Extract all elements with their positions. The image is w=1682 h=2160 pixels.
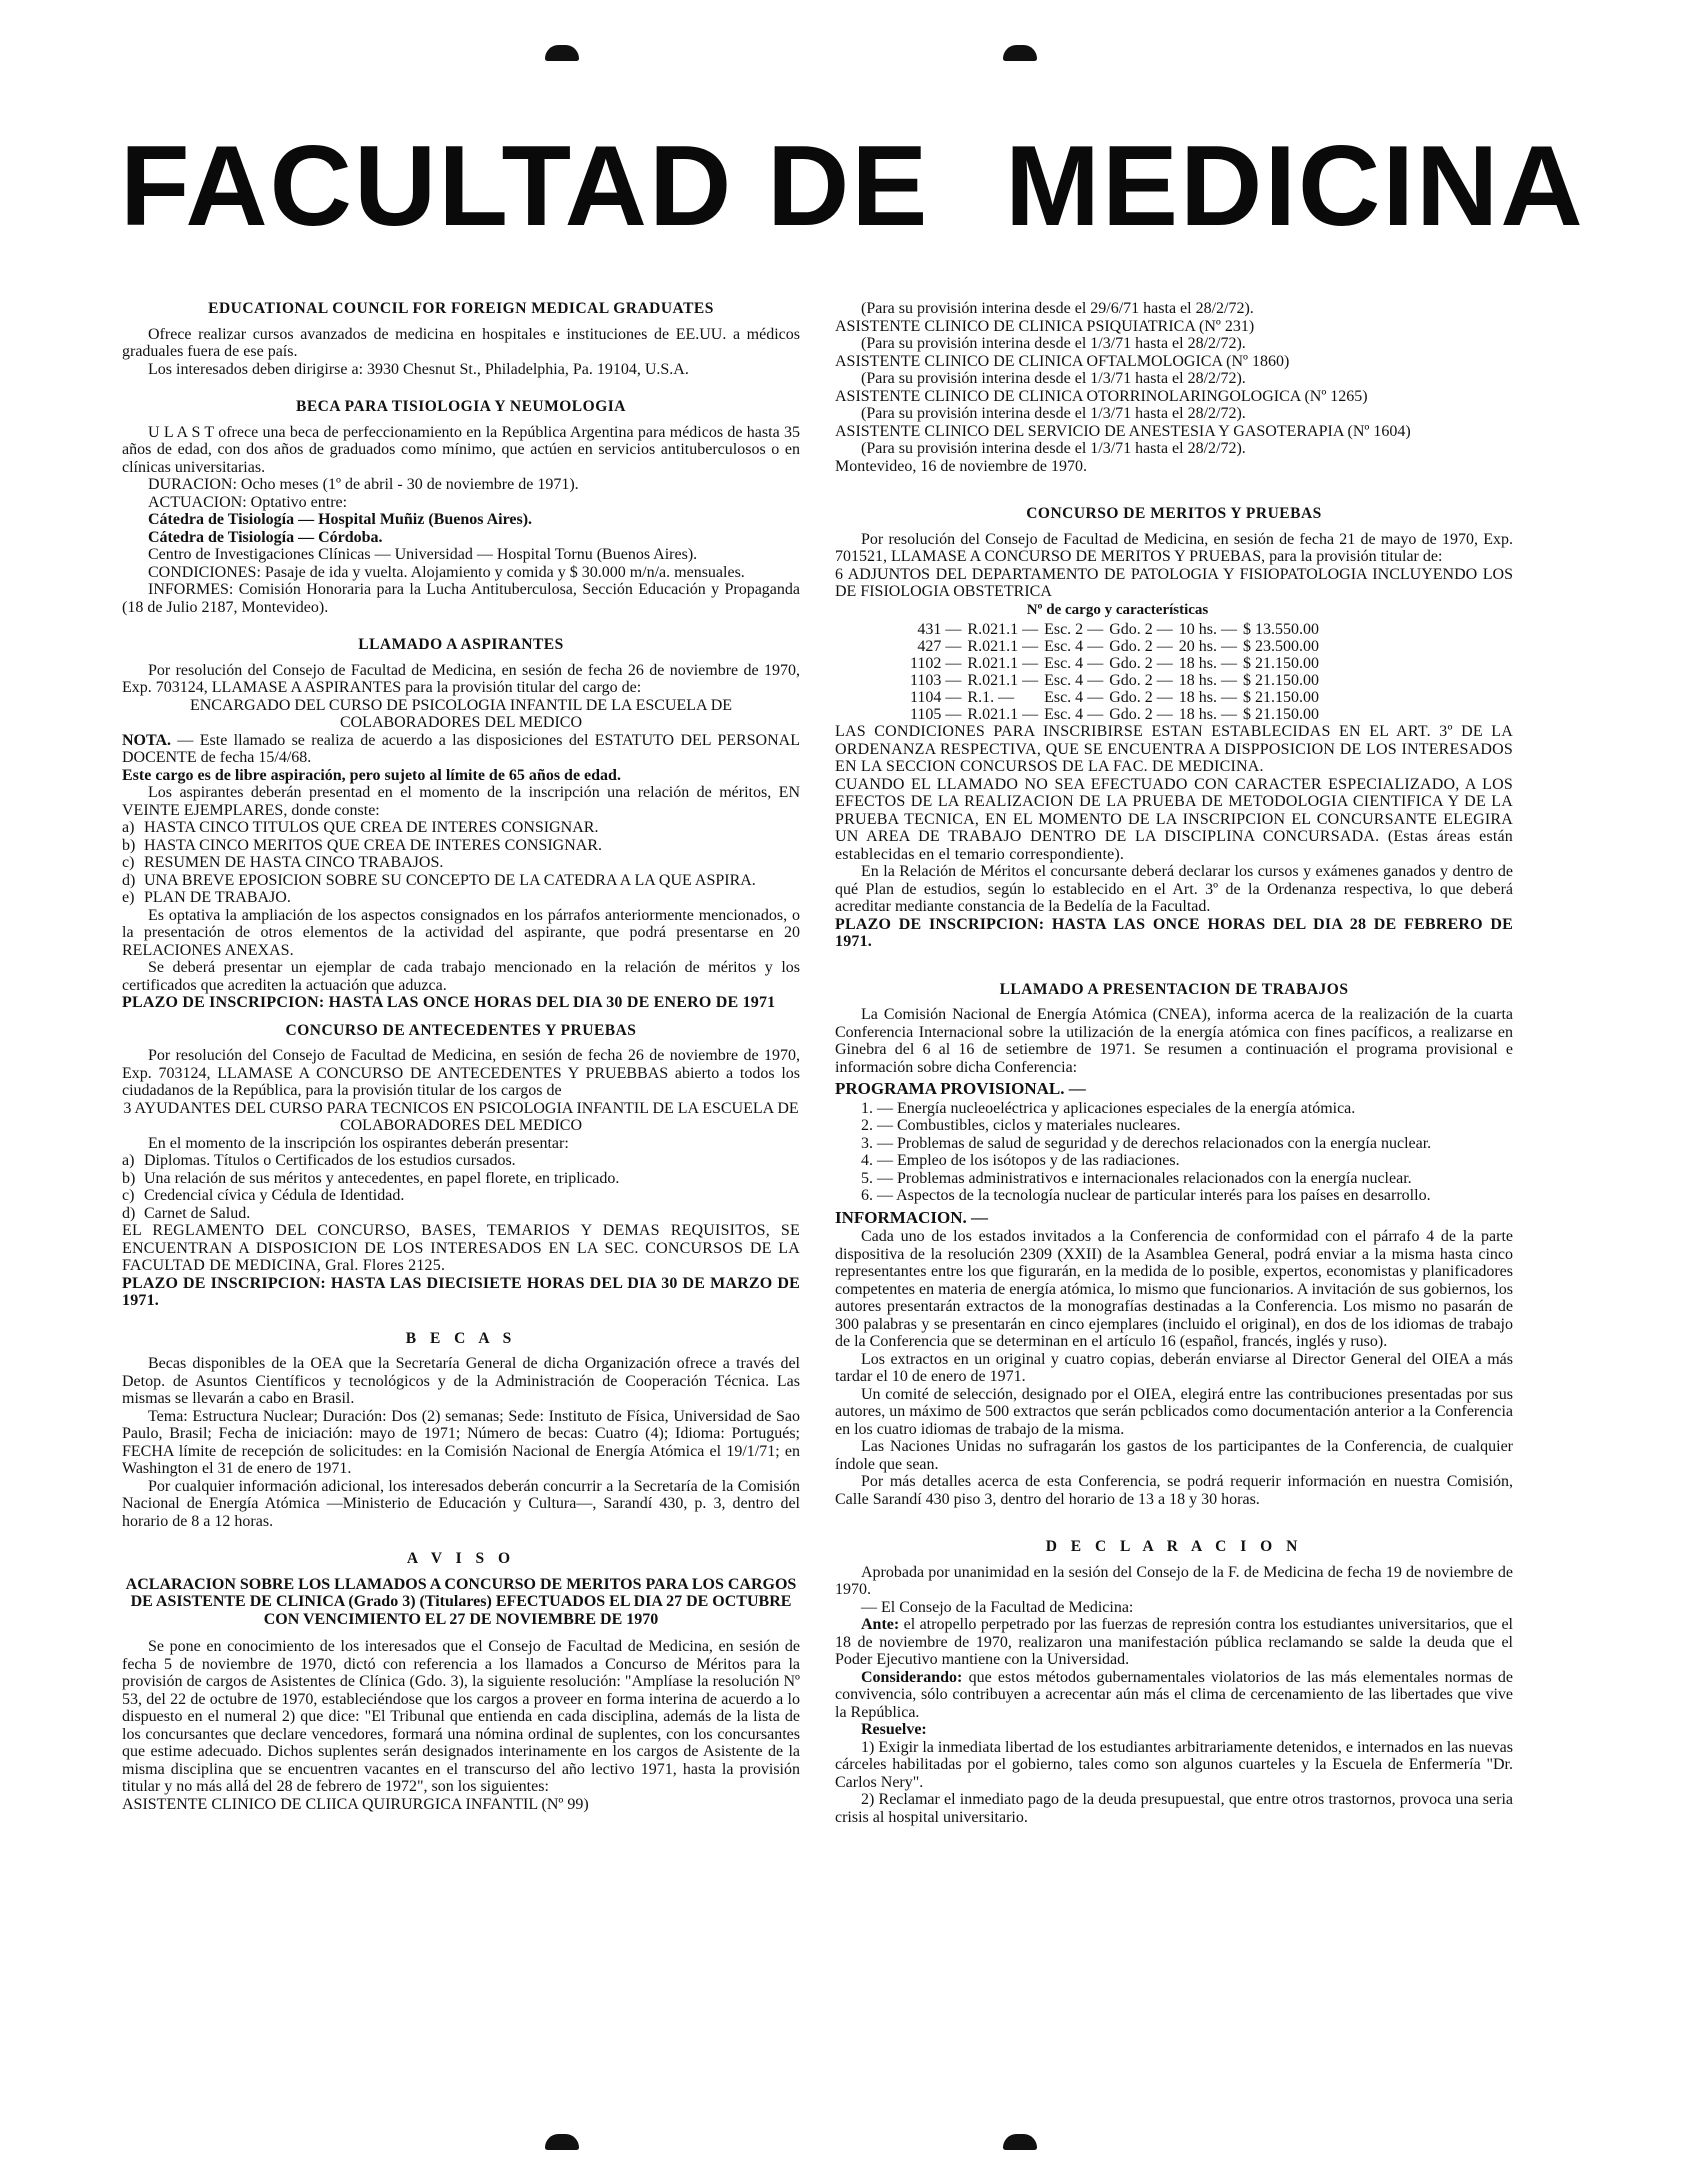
- list-item: [122, 1170, 800, 1188]
- nota-text: — Este llamado se realiza de acuerdo a las disposiciones del ESTATUTO DEL PERSONAL DOCENTE de fecha 15/4/68.: [122, 731, 800, 766]
- list-item: [122, 1205, 800, 1223]
- cell-horas-value: 10 hs.: [1178, 621, 1217, 638]
- paragraph: Por resolución del Consejo de Facultad de Medicina, en sesión de fecha 26 de noviembre de 1970, Exp. 703124, LLAMASE A CONCURSO DE ANTECEDENTES Y PRUEBBAS abierto a todos los ciudadanos de la República, para la provisión titular de los cargos de: [122, 1047, 800, 1099]
- cell-rubro: [967, 706, 1044, 723]
- dash-separator: —: [1083, 706, 1104, 723]
- programa-heading: PROGRAMA PROVISIONAL. —: [835, 1079, 1086, 1098]
- cell-sueldo: [1243, 706, 1325, 723]
- table-row: [910, 672, 1325, 689]
- cargo-line: ASISTENTE CLINICO DE CLINICA OTORRINOLARINGOLOGICA (Nº 1265): [835, 387, 1368, 405]
- considerando-text: que estos métodos gubernamentales violatorios de las más elementales normas de convivencia, sólo contribuyen a acrecentar aún más el clima de cercenamiento de las libertades que vive la República.: [835, 1668, 1514, 1721]
- section-title: BECA PARA TISIOLOGIA Y NEUMOLOGIA: [295, 398, 626, 415]
- paragraph: Ofrece realizar cursos avanzados de medicina en hospitales e instituciones de EE.UU. a médicos graduales fuera de ese país.: [122, 325, 800, 360]
- list-item-label: c): [122, 854, 135, 871]
- section-title: CONCURSO DE MERITOS Y PRUEBAS: [1026, 505, 1322, 522]
- dash-separator: —: [1083, 689, 1104, 706]
- list-item: [122, 1187, 800, 1205]
- nota-label: NOTA.: [122, 731, 172, 749]
- cargo-line: ASISTENTE CLINICO DEL SERVICIO DE ANESTESIA Y GASOTERAPIA (Nº 1604): [835, 422, 1411, 440]
- cell-grado-value: Gdo. 2: [1109, 672, 1153, 689]
- dash-separator: —: [1216, 706, 1237, 723]
- ante-label: Ante:: [861, 1616, 900, 1633]
- cell-grado-value: Gdo. 2: [1109, 621, 1153, 638]
- dash-separator: —: [1152, 621, 1173, 638]
- cell-horas-value: 18 hs.: [1178, 689, 1217, 706]
- dash-separator: —: [1018, 621, 1039, 638]
- plazo-inscripcion: PLAZO DE INSCRIPCION: HASTA LAS ONCE HORAS DEL DIA 28 DE FEBRERO DE 1971.: [835, 915, 1513, 950]
- cell-escalafon: [1044, 706, 1109, 723]
- provision-note: (Para su provisión interina desde el 1/3/71 hasta el 28/2/72).: [861, 335, 1246, 352]
- cell-grado: [1109, 655, 1179, 672]
- dash-separator: —: [1083, 672, 1104, 689]
- cell-escalafon-value: Esc. 4: [1044, 706, 1084, 723]
- table-row: [910, 621, 1325, 638]
- cell-horas-value: 18 hs.: [1178, 706, 1217, 723]
- cell-escalafon: [1044, 689, 1109, 706]
- section-title: EDUCATIONAL COUNCIL FOR FOREIGN MEDICAL GRADUATES: [208, 300, 714, 317]
- masthead-word-2: MEDICINA: [1005, 123, 1585, 250]
- list-item-text: UNA BREVE EPOSICION SOBRE SU CONCEPTO DE LA CATEDRA A LA QUE ASPIRA.: [144, 871, 756, 889]
- cell-grado-value: Gdo. 2: [1109, 638, 1153, 655]
- requisitos-list: [122, 819, 800, 907]
- programa-item: 1. — Energía nucleoeléctrica y aplicaciones especiales de la energía atómica.: [861, 1099, 1356, 1117]
- duracion: DURACION: Ocho meses (1º de abril - 30 de noviembre de 1971).: [148, 476, 579, 493]
- aviso-subtitle: ACLARACION SOBRE LOS LLAMADOS A CONCURSO DE MERITOS PARA LOS CARGOS DE ASISTENTE DE CLINICA (Grado 3) (Titulares) EFECTUADOS EL DIA 27 DE OCTUBRE CON VENCIMIENTO EL 27 DE NOVIEMBRE DE 1970: [125, 1575, 797, 1628]
- cell-horas: [1179, 638, 1243, 655]
- cargo-title: 6 ADJUNTOS DEL DEPARTAMENTO DE PATOLOGIA Y FISIOPATOLOGIA INCLUYENDO LOS DE FISIOLOGIA OBSTETRICA: [835, 565, 1513, 600]
- cargo-line: ASISTENTE CLINICO DE CLINICA PSIQUIATRICA (Nº 231): [835, 317, 1255, 335]
- dash-separator: —: [1152, 689, 1173, 706]
- dash-separator: —: [1018, 672, 1039, 689]
- condiciones: LAS CONDICIONES PARA INSCRIBIRSE ESTAN ESTABLECIDAS EN EL ART. 3º DE LA ORDENANZA RESPECTIVA, QUE SE ENCUENTRA A DISPPOSICION DE LOS INTERESADOS EN LA SECCION CONCURSOS DE LA FAC. DE MEDICINA.: [835, 723, 1513, 775]
- cell-sueldo: [1243, 621, 1325, 638]
- reglamento: EL REGLAMENTO DEL CONCURSO, BASES, TEMARIOS Y DEMAS REQUISITOS, SE ENCUENTRAN A DISPOSICION DE LOS INTERESADOS EN LA SEC. CONCURSOS DE LA FACULTAD DE MEDICINA, Gral. Flores 2125.: [122, 1222, 800, 1274]
- binding-mark: [1003, 2134, 1037, 2150]
- cell-sueldo-value: $ 21.150.00: [1242, 655, 1319, 672]
- informacion-paragraph: Un comité de selección, designado por el OIEA, elegirá entre las contribuciones presentadas por sus autores, un máximo de 500 extractos que serán pcblicados como documentación anterior a la Conferencia en los cuatro idiomas de trabajo de la misma.: [835, 1385, 1513, 1438]
- cell-sueldo-value: $ 21.150.00: [1242, 706, 1319, 723]
- left-column: [122, 300, 800, 1813]
- concurso-meritos: [835, 505, 1513, 951]
- cargo-title: 3 AYUDANTES DEL CURSO PARA TECNICOS EN PSICOLOGIA INFANTIL DE LA ESCUELA DE COLABORADORES DEL MEDICO: [123, 1099, 799, 1134]
- dash-separator: —: [1083, 638, 1104, 655]
- cell-grado-value: Gdo. 2: [1109, 689, 1153, 706]
- considerando-label: Considerando:: [861, 1668, 963, 1686]
- list-item: [122, 837, 800, 855]
- dash-separator: —: [1083, 655, 1104, 672]
- table-row: [910, 706, 1325, 723]
- cargo-line: ASISTENTE CLINICO DE CLINICA OFTALMOLOGICA (Nº 1860): [835, 352, 1290, 370]
- cell-cargo-number: [910, 621, 967, 638]
- informacion-list: [835, 1228, 1513, 1508]
- informacion-heading: INFORMACION. —: [835, 1207, 988, 1227]
- dash-separator: —: [1152, 672, 1173, 689]
- dash-separator: —: [941, 621, 962, 638]
- cell-escalafon: [1044, 621, 1109, 638]
- condiciones: CUANDO EL LLAMADO NO SEA EFECTUADO CON CARACTER ESPECIALIZADO, A LOS EFECTOS DE LA REALIZACION DE LA PRUEBA DE METODOLOGIA CIENTIFICA Y DE LA PRUEBA TECNICA, EN EL MOMENTO DE LA INSCRIPCION EL CONCURSANTE ELEGIRA UN AREA DE TRABAJO DENTRO DE LA DISCIPLINA CONCURSADA. (Estas áreas están establecidas en el temario correspondiente).: [835, 775, 1513, 863]
- cell-cargo-number-value: 431: [917, 621, 942, 638]
- programa-item: 3. — Problemas de salud de seguridad y de derechos relacionados con la energía nuclear.: [861, 1134, 1432, 1152]
- list-item-text: PLAN DE TRABAJO.: [144, 889, 291, 906]
- informes: INFORMES: Comisión Honoraria para la Lucha Antituberculosa, Sección Educación y Propaganda (18 de Julio 2187, Montevideo).: [122, 581, 800, 616]
- beca-tisiologia: [122, 398, 800, 616]
- cell-escalafon: [1044, 655, 1109, 672]
- provision-note: (Para su provisión interina desde el 29/6/71 hasta el 28/2/72).: [861, 300, 1254, 317]
- table-header: Nº de cargo y características: [1026, 601, 1209, 618]
- cell-sueldo: [1243, 689, 1325, 706]
- paragraph: Los aspirantes deberán presentad en el momento de la inscripción una relación de méritos, EN VEINTE EJEMPLARES, donde conste:: [122, 784, 800, 819]
- section-title: A V I S O: [406, 1550, 516, 1567]
- ecfmg-notice: [122, 300, 800, 378]
- section-title: D E C L A R A C I O N: [1045, 1538, 1303, 1555]
- documentos-list: [122, 1152, 800, 1222]
- cell-rubro: [967, 689, 1044, 706]
- list-item: [122, 819, 800, 837]
- cell-cargo-number-value: 1103: [910, 672, 942, 689]
- programa-item: 5. — Problemas administrativos e internacionales relacionados con la energía nuclear.: [861, 1169, 1412, 1187]
- paragraph: — El Consejo de la Facultad de Medicina:: [861, 1598, 1134, 1616]
- list-item-label: a): [122, 819, 135, 836]
- concurso-antecedentes: [122, 1022, 800, 1310]
- informacion-paragraph: Las Naciones Unidas no sufragarán los gastos de los participantes de la Conferencia, de cualquier índole que sean.: [835, 1438, 1513, 1473]
- cell-rubro-value: R.021.1: [967, 672, 1019, 689]
- cell-rubro-value: R.021.1: [967, 706, 1019, 723]
- presentacion-trabajos: [835, 981, 1513, 1509]
- list-item-text: HASTA CINCO TITULOS QUE CREA DE INTERES CONSIGNAR.: [144, 819, 599, 836]
- dash-separator: —: [1083, 621, 1104, 638]
- dash-separator: —: [1216, 672, 1237, 689]
- cell-cargo-number: [910, 672, 967, 689]
- dash-separator: —: [1216, 621, 1237, 638]
- masthead-word-1: FACULTAD DE: [120, 123, 930, 250]
- aviso-last-line: ASISTENTE CLINICO DE CLIICA QUIRURGICA INFANTIL (Nº 99): [122, 1795, 589, 1813]
- cargo-title: ENCARGADO DEL CURSO DE PSICOLOGIA INFANTIL DE LA ESCUELA DE COLABORADORES DEL MEDICO: [189, 696, 733, 731]
- binding-mark: [545, 2134, 579, 2150]
- resolucion-1: 1) Exigir la inmediata libertad de los estudiantes arbitrariamente detenidos, e internados en las nuevas cárceles habilitadas por el gobierno, tales como son algunos cuarteles y la Escuela de Enfermería "Dr. Carlos Nery".: [835, 1738, 1513, 1791]
- paragraph: Es optativa la ampliación de los aspectos consignados en los párrafos anteriormente mencionados, o la presentación de otros elementos de la actividad del aspirante, que podrá presentarse en 20 RELACIONES ANEXAS.: [122, 906, 800, 959]
- cell-horas: [1179, 706, 1243, 723]
- list-item-label: b): [122, 836, 136, 854]
- cell-grado: [1109, 672, 1179, 689]
- table-row: [910, 689, 1325, 706]
- cell-escalafon-value: Esc. 4: [1044, 689, 1084, 706]
- cell-cargo-number-value: 1102: [910, 655, 942, 672]
- cell-sueldo-value: $ 21.150.00: [1242, 689, 1319, 706]
- cell-cargo-number: [910, 689, 967, 706]
- cell-escalafon-value: Esc. 4: [1044, 672, 1084, 689]
- list-item-label: d): [122, 1204, 136, 1222]
- libre-aspiracion: Este cargo es de libre aspiración, pero sujeto al límite de 65 años de edad.: [122, 766, 621, 784]
- cell-grado: [1109, 689, 1179, 706]
- cell-grado: [1109, 706, 1179, 723]
- programa-item: 6. — Aspectos de la tecnología nuclear de particular interés para los países en desarrollo.: [861, 1187, 1431, 1204]
- cell-horas-value: 20 hs.: [1178, 638, 1217, 655]
- cell-escalafon-value: Esc. 4: [1044, 655, 1084, 672]
- paragraph: Se pone en conocimiento de los interesados que el Consejo de Facultad de Medicina, en sesión de fecha 5 de noviembre de 1970, dictó con referencia a los llamados a Concurso de Méritos para la provisión de cargos de Asistentes de Clínica (Gdo. 3), la siguiente resolución: "Amplíase la resolución Nº 53, del 22 de octubre de 1970, estableciéndose que los cargos a proveer en forma interina de acuerdo a lo dispuesto en el numeral 2) que dice: "El Tribunal que entienda en cada disciplina, además de la lista de los concursantes que declare vencedores, formará una nómina ordinal de suplentes, con los concursantes que estime adecuado. Dichos suplentes serán designados interinamente en los cargos de Asistente de la misma disciplina que se encuentren vacantes en el transcurso del año lectivo 1971, hasta la provisión titular y no más allá del 28 de febrero de 1972", son los siguientes:: [122, 1638, 800, 1795]
- cell-horas-value: 18 hs.: [1178, 672, 1217, 689]
- paragraph: U L A S T ofrece una beca de perfeccionamiento en la República Argentina para médicos de hasta 35 años de edad, con dos años de graduados como mínimo, que actúen en servicios antituberculosos o en clínicas universitarias.: [122, 423, 800, 476]
- bottom-binding-marks: [0, 2134, 1682, 2160]
- cell-horas: [1179, 621, 1243, 638]
- cargo-line: Montevideo, 16 de noviembre de 1970.: [835, 457, 1087, 475]
- nota: [122, 732, 800, 767]
- dash-separator: —: [941, 655, 962, 672]
- cell-sueldo-value: $ 23.500.00: [1242, 638, 1319, 655]
- cell-sueldo: [1243, 638, 1325, 655]
- section-title: LLAMADO A PRESENTACION DE TRABAJOS: [999, 980, 1349, 998]
- ante-text: el atropello perpetrado por las fuerzas de represión contra los estudiantes universitarios, que el 18 de noviembre de 1970, realizaron una manifestación pública reclamando se salde la deuda que el Poder Ejecutivo mantiene con la Universidad.: [835, 1616, 1514, 1668]
- ante: [835, 1616, 1513, 1669]
- cell-rubro: [967, 672, 1044, 689]
- cell-rubro-value: R.1.: [967, 689, 995, 706]
- condiciones: CONDICIONES: Pasaje de ida y vuelta. Alojamiento y comida y $ 30.000 m/n/a. mensuales.: [148, 563, 745, 581]
- dash-separator: —: [1152, 706, 1173, 723]
- cell-grado-value: Gdo. 2: [1109, 706, 1153, 723]
- resuelve: Resuelve:: [861, 1721, 927, 1738]
- list-item-text: HASTA CINCO MERITOS QUE CREA DE INTERES CONSIGNAR.: [144, 836, 603, 854]
- cell-rubro: [967, 655, 1044, 672]
- paragraph: Se deberá presentar un ejemplar de cada trabajo mencionado en la relación de méritos y los certificados que acrediten la actuación que aduzca.: [122, 959, 800, 994]
- dash-separator: —: [941, 638, 962, 655]
- provision-note: (Para su provisión interina desde el 1/3/71 hasta el 28/2/72).: [861, 440, 1246, 457]
- paragraph: Por resolución del Consejo de Facultad de Medicina, en sesión de fecha 21 de mayo de 1970, Exp. 701521, LLAMASE A CONCURSO DE MERITOS Y PRUEBAS, para la provisión titular de:: [835, 530, 1513, 565]
- plazo-inscripcion: PLAZO DE INSCRIPCION: HASTA LAS DIECISIETE HORAS DEL DIA 30 DE MARZO DE 1971.: [122, 1274, 800, 1309]
- dash-separator: —: [1018, 638, 1039, 655]
- cell-cargo-number-value: 1105: [910, 706, 942, 723]
- cell-escalafon: [1044, 638, 1109, 655]
- declaracion: [835, 1538, 1513, 1826]
- cell-rubro-value: R.021.1: [967, 638, 1019, 655]
- binding-mark: [545, 45, 579, 61]
- resolucion-2: 2) Reclamar el inmediato pago de la deuda presupuestal, que entre otros trastornos, provoca una seria crisis al hospital universitario.: [835, 1791, 1513, 1826]
- catedra-1: Cátedra de Tisiología — Hospital Muñiz (Buenos Aires).: [148, 511, 533, 528]
- cell-escalafon: [1044, 672, 1109, 689]
- list-item-text: RESUMEN DE HASTA CINCO TRABAJOS.: [144, 854, 444, 871]
- dash-separator: —: [1216, 638, 1237, 655]
- programa-item: 2. — Combustibles, ciclos y materiales nucleares.: [861, 1117, 1181, 1134]
- dash-separator: —: [1152, 638, 1173, 655]
- paragraph: En la Relación de Méritos el concursante deberá declarar los cursos y exámenes ganados y dentro de qué Plan de estudios, según lo establecido en el Art. 3º de la Ordenanza respectiva, lo que deberá acreditar mediante constancia de la Bedelía de la Facultad.: [835, 863, 1513, 915]
- paragraph: Tema: Estructura Nuclear; Duración: Dos (2) semanas; Sede: Instituto de Física, Universidad de Sao Paulo, Brasil; Fecha de iniciación: mayo de 1971; Número de becas: Cuatro (4); Idioma: Portugués; FECHA límite de recepción de solicitudes: en la Comisión Nacional de Energía Atómica el 19/1/71; en Washington el 31 de enero de 1971.: [122, 1407, 800, 1477]
- aviso: [122, 1550, 800, 1813]
- provision-note: (Para su provisión interina desde el 1/3/71 hasta el 28/2/72).: [861, 370, 1246, 387]
- llamado-aspirantes: [122, 636, 800, 1012]
- masthead: [120, 123, 1585, 250]
- catedra-2: Cátedra de Tisiología — Córdoba.: [148, 528, 383, 546]
- list-item-text: Credencial cívica y Cédula de Identidad.: [144, 1187, 405, 1204]
- cargos-table: [910, 601, 1325, 724]
- paragraph: Por cualquier información adicional, los interesados deberán concurrir a la Secretaría de la Comisión Nacional de Energía Atómica —Ministerio de Educación y Cultura—, Sarandí 430, p. 3, dentro del horario de 8 a 12 horas.: [122, 1477, 800, 1530]
- provision-note: (Para su provisión interina desde el 1/3/71 hasta el 28/2/72).: [861, 405, 1246, 422]
- cell-cargo-number: [910, 706, 967, 723]
- cell-rubro: [967, 638, 1044, 655]
- dash-separator: —: [1018, 706, 1039, 723]
- paragraph: Por resolución del Consejo de Facultad de Medicina, en sesión de fecha 26 de noviembre de 1970, Exp. 703124, LLAMASE A ASPIRANTES para la provisión titular del cargo de:: [122, 661, 800, 696]
- actuacion: ACTUACION: Optativo entre:: [148, 493, 348, 511]
- cell-cargo-number: [910, 638, 967, 655]
- cell-sueldo: [1243, 672, 1325, 689]
- top-binding-marks: [0, 45, 1682, 75]
- considerando: [835, 1669, 1513, 1722]
- dash-separator: —: [1018, 655, 1039, 672]
- section-title: B E C A S: [405, 1329, 517, 1347]
- list-item-text: Una relación de sus méritos y antecedentes, en papel florete, en triplicado.: [144, 1169, 620, 1187]
- list-item: [122, 1152, 800, 1170]
- cell-horas: [1179, 689, 1243, 706]
- list-item-label: d): [122, 871, 136, 889]
- list-item-label: e): [122, 889, 135, 906]
- plazo-inscripcion: PLAZO DE INSCRIPCION: HASTA LAS ONCE HORAS DEL DIA 30 DE ENERO DE 1971: [122, 994, 776, 1011]
- list-item: [122, 889, 800, 907]
- cell-rubro: [967, 621, 1044, 638]
- list-item: [122, 872, 800, 890]
- cell-sueldo-value: $ 13.550.00: [1242, 621, 1319, 638]
- dash-separator: —: [1216, 689, 1237, 706]
- binding-mark: [1003, 45, 1037, 61]
- becas: [122, 1330, 800, 1531]
- list-item-label: b): [122, 1169, 136, 1187]
- dash-separator: —: [941, 672, 962, 689]
- cell-escalafon-value: Esc. 2: [1044, 621, 1084, 638]
- cell-cargo-number-value: 427: [917, 638, 942, 655]
- paragraph: Los interesados deben dirigirse a: 3930 Chesnut St., Philadelphia, Pa. 19104, U.S.A.: [148, 360, 689, 378]
- cell-horas-value: 18 hs.: [1178, 655, 1217, 672]
- section-title: CONCURSO DE ANTECEDENTES Y PRUEBAS: [285, 1021, 637, 1039]
- paragraph: Aprobada por unanimidad en la sesión del Consejo de la F. de Medicina de fecha 19 de noviembre de 1970.: [835, 1563, 1513, 1598]
- cell-grado: [1109, 638, 1179, 655]
- informacion-paragraph: Cada uno de los estados invitados a la Conferencia de conformidad con el párrafo 4 de la parte dispositiva de la resolución 2309 (XXII) de la Asamblea General, podrá enviar a la misma hasta cinco representantes entre los que figurarán, en la medida de lo posible, expertos, economistas y planificadores competentes en materia de energía atómica, lo mismo que funcionarios. A invitación de sus gobiernos, los autores presentarán extractos de la monografías destinadas a la Conferencia. Los mismo no pasarán de 300 palabras y se presentarán en cinco ejemplares (incluido el original), en dos de los idiomas de trabajo de la Conferencia que se determinan en el artículo 16 (español, francés, inglés y ruso).: [835, 1228, 1513, 1350]
- programa-item: 4. — Empleo de los isótopos y de las radiaciones.: [861, 1152, 1180, 1169]
- programa-list: [835, 1100, 1513, 1205]
- cell-cargo-number-value: 1104: [910, 689, 942, 706]
- paragraph: Becas disponibles de la OEA que la Secretaría General de dicha Organización ofrece a través del Detop. de Asuntos Científicos y tecnológicos y de la Administración de Cooperación Técnica. Las mismas se llevarán a cabo en Brasil.: [122, 1355, 800, 1407]
- paragraph: La Comisión Nacional de Energía Atómica (CNEA), informa acerca de la realización de la cuarta Conferencia Internacional sobre la utilización de la energía atómica con fines pacíficos, a realizarse en Ginebra del 6 al 16 de setiembre de 1971. Se resumen a continuación el programa provisional e información sobre dicha Conferencia:: [835, 1006, 1513, 1076]
- cell-escalafon-value: Esc. 4: [1044, 638, 1084, 655]
- cell-rubro-value: R.021.1: [967, 655, 1019, 672]
- dash-separator: —: [1216, 655, 1237, 672]
- dash-separator: —: [941, 706, 962, 723]
- cell-cargo-number: [910, 655, 967, 672]
- centro: Centro de Investigaciones Clínicas — Universidad — Hospital Tornu (Buenos Aires).: [148, 546, 698, 563]
- cell-grado-value: Gdo. 2: [1109, 655, 1153, 672]
- aviso-continuation: [835, 300, 1513, 475]
- cell-grado: [1109, 621, 1179, 638]
- dash-separator: —: [941, 689, 962, 706]
- table-row: [910, 638, 1325, 655]
- dash-separator: —: [1152, 655, 1173, 672]
- cell-horas: [1179, 672, 1243, 689]
- list-item-label: c): [122, 1187, 135, 1204]
- list-item-label: a): [122, 1152, 135, 1169]
- list-item-text: Carnet de Salud.: [144, 1204, 251, 1222]
- paragraph: En el momento de la inscripción los ospirantes deberán presentar:: [148, 1134, 569, 1152]
- right-column: [835, 300, 1513, 1826]
- cell-rubro-value: R.021.1: [967, 621, 1019, 638]
- table-row: [910, 655, 1325, 672]
- section-title: LLAMADO A ASPIRANTES: [358, 636, 564, 653]
- cell-horas: [1179, 655, 1243, 672]
- informacion-paragraph: Por más detalles acerca de esta Conferencia, se podrá requerir información en nuestra Comisión, Calle Sarandí 430 piso 3, dentro del horario de 13 a 18 y 30 horas.: [835, 1473, 1513, 1508]
- list-item-text: Diplomas. Títulos o Certificados de los estudios cursados.: [144, 1152, 516, 1169]
- cell-sueldo: [1243, 655, 1325, 672]
- dash-separator: —: [994, 689, 1015, 706]
- list-item: [122, 854, 800, 872]
- informacion-paragraph: Los extractos en un original y cuatro copias, deberán enviarse al Director General del OIEA a más tardar el 10 de enero de 1971.: [835, 1350, 1513, 1385]
- cell-sueldo-value: $ 21.150.00: [1242, 672, 1319, 689]
